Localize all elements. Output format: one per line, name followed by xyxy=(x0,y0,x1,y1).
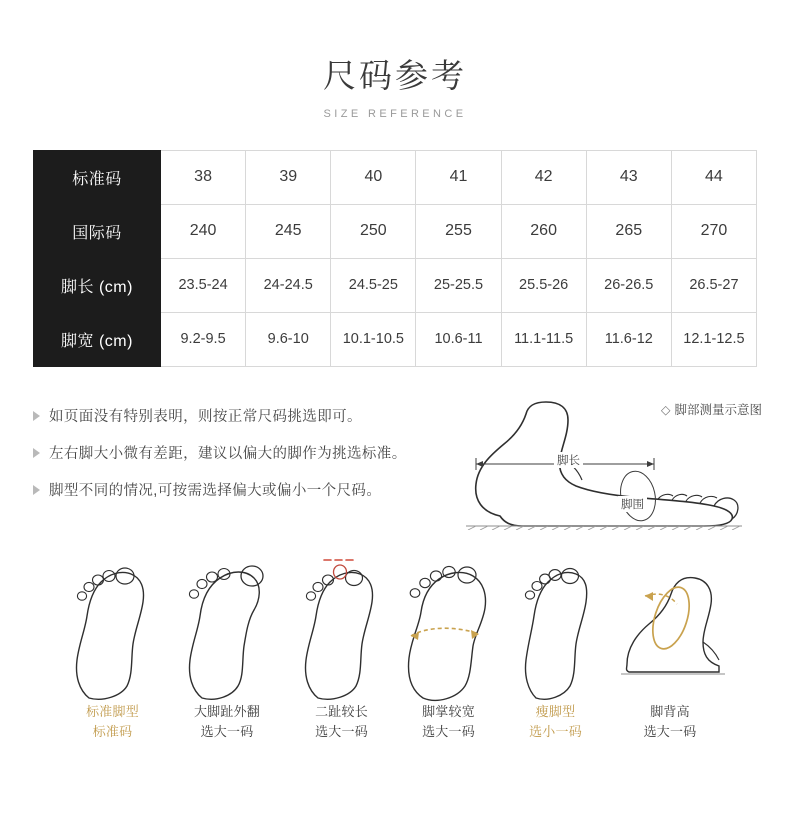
cell-standard-40: 40 xyxy=(331,150,416,204)
cell-intl-7: 270 xyxy=(671,204,756,258)
row-header-international-size: 国际码 xyxy=(34,204,161,258)
girth-measure-label: 脚围 xyxy=(618,496,647,512)
notes-list xyxy=(0,405,503,500)
cell-length-3: 24.5-25 xyxy=(331,258,416,312)
cell-width-1: 9.2-9.5 xyxy=(161,312,246,366)
cell-length-5: 25.5-26 xyxy=(501,258,586,312)
foot-type-name: 脚背高 xyxy=(650,704,690,719)
note-text: 脚型不同的情况,可按需选择偏大或偏小一个尺码。 xyxy=(49,482,382,499)
foot-type-wide-sole xyxy=(395,552,502,742)
triangle-bullet-icon xyxy=(33,448,40,458)
size-reference-table xyxy=(33,150,757,367)
cell-intl-5: 260 xyxy=(501,204,586,258)
list-item xyxy=(33,479,503,500)
foot-type-advice: 选小一码 xyxy=(529,724,582,740)
cell-standard-39: 39 xyxy=(246,150,331,204)
foot-type-advice: 选大一码 xyxy=(200,724,254,740)
cell-width-5: 11.1-11.5 xyxy=(501,312,586,366)
cell-standard-38: 38 xyxy=(161,150,246,204)
cell-width-6: 11.6-12 xyxy=(586,312,671,366)
cell-intl-4: 255 xyxy=(416,204,501,258)
foot-type-gallery xyxy=(0,552,790,742)
foot-side-illustration xyxy=(442,400,762,530)
foot-type-advice: 选大一码 xyxy=(643,724,697,740)
cell-intl-2: 245 xyxy=(246,204,331,258)
table-row xyxy=(34,312,757,366)
note-text: 左右脚大小微有差距，建议以偏大的脚作为挑选标准。 xyxy=(49,445,407,462)
cell-intl-3: 250 xyxy=(331,204,416,258)
row-header-standard-size: 标准码 xyxy=(34,150,161,204)
triangle-bullet-icon xyxy=(33,485,40,495)
cell-width-4: 10.6-11 xyxy=(416,312,501,366)
cell-length-2: 24-24.5 xyxy=(246,258,331,312)
foot-outline-high-instep xyxy=(609,552,731,702)
triangle-bullet-icon xyxy=(33,411,40,421)
list-item xyxy=(33,405,503,426)
table-row xyxy=(34,258,757,312)
cell-length-6: 26-26.5 xyxy=(586,258,671,312)
row-header-foot-width: 脚宽 (cm) xyxy=(34,312,161,366)
diagram-title-text: 脚部测量示意图 xyxy=(674,403,762,417)
foot-outline-standard xyxy=(59,552,166,702)
cell-intl-6: 265 xyxy=(586,204,671,258)
foot-outline-wide-sole xyxy=(395,552,502,702)
length-measure-label: 脚长 xyxy=(554,452,583,468)
cell-standard-41: 41 xyxy=(416,150,501,204)
size-table-container xyxy=(33,150,757,367)
foot-type-standard xyxy=(59,552,166,742)
foot-type-name: 二趾较长 xyxy=(315,704,368,719)
foot-measure-diagram xyxy=(442,400,762,530)
cell-width-7: 12.1-12.5 xyxy=(671,312,756,366)
foot-type-long-second-toe xyxy=(288,552,395,742)
page-subtitle: SIZE REFERENCE xyxy=(323,107,467,120)
page-header xyxy=(0,0,790,120)
foot-type-name: 标准脚型 xyxy=(86,704,139,719)
foot-type-advice: 选大一码 xyxy=(422,724,475,740)
cell-width-2: 9.6-10 xyxy=(246,312,331,366)
page-title: 尺码参考 xyxy=(323,57,467,94)
note-text: 如页面没有特别表明，则按正常尺码挑选即可。 xyxy=(49,408,362,425)
foot-type-narrow xyxy=(502,552,609,742)
foot-type-name: 瘦脚型 xyxy=(535,704,576,719)
cell-length-7: 26.5-27 xyxy=(671,258,756,312)
cell-standard-44: 44 xyxy=(671,150,756,204)
cell-width-3: 10.1-10.5 xyxy=(331,312,416,366)
foot-outline-long-second-toe xyxy=(288,552,395,702)
foot-outline-bunion xyxy=(166,552,288,702)
cell-length-4: 25-25.5 xyxy=(416,258,501,312)
foot-type-advice: 选大一码 xyxy=(315,724,368,740)
cell-standard-42: 42 xyxy=(501,150,586,204)
list-item xyxy=(33,442,503,463)
table-row xyxy=(34,150,757,204)
table-row xyxy=(34,204,757,258)
foot-type-bunion xyxy=(166,552,288,742)
foot-type-high-instep xyxy=(609,552,731,742)
row-header-foot-length: 脚长 (cm) xyxy=(34,258,161,312)
cell-standard-43: 43 xyxy=(586,150,671,204)
diamond-icon: ◇ xyxy=(660,403,671,417)
cell-intl-1: 240 xyxy=(161,204,246,258)
diagram-title xyxy=(661,400,762,418)
foot-type-name: 脚掌较宽 xyxy=(422,704,475,719)
foot-type-advice: 标准码 xyxy=(92,724,133,740)
cell-length-1: 23.5-24 xyxy=(161,258,246,312)
foot-type-name: 大脚趾外翻 xyxy=(193,704,260,719)
foot-outline-narrow xyxy=(502,552,609,702)
